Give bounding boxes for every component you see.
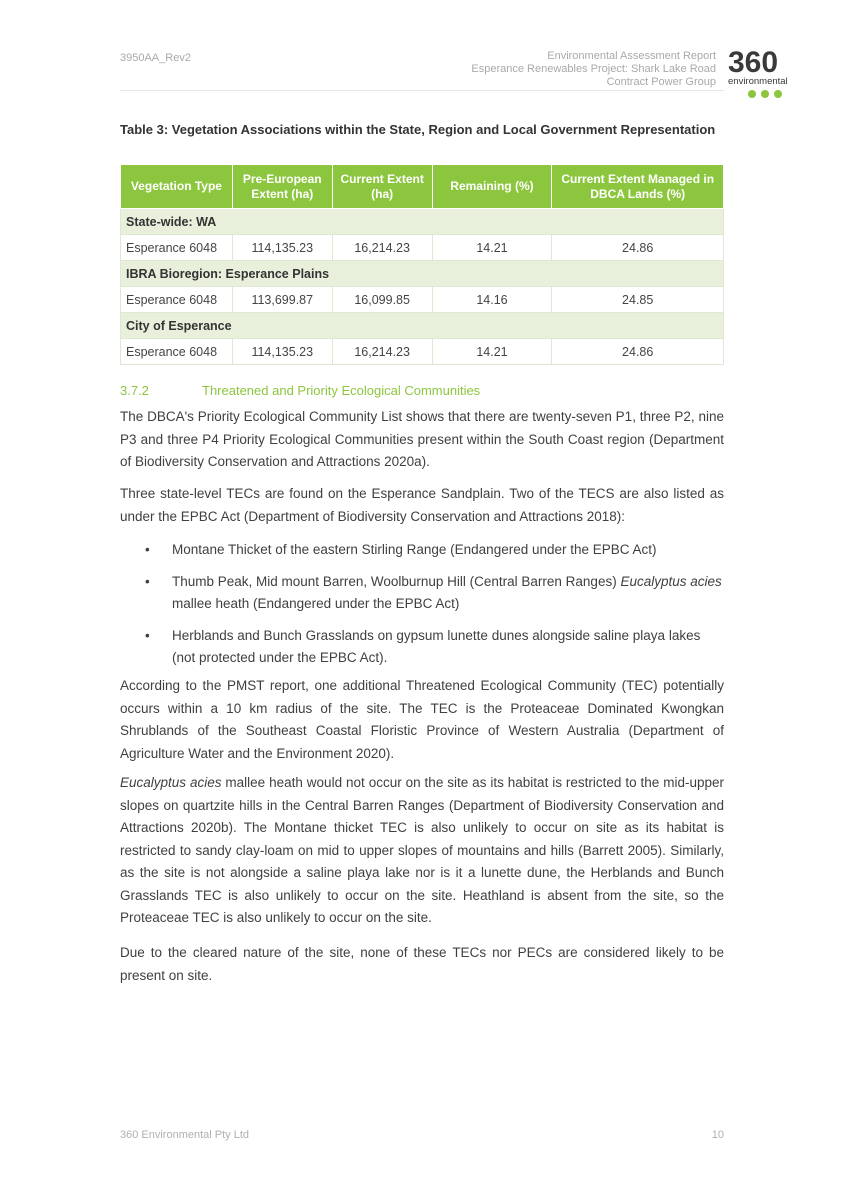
list-item-text: Thumb Peak, Mid mount Barren, Woolburnup Hill (Central Barren Ranges) [172, 573, 621, 589]
footer-company: 360 Environmental Pty Ltd [120, 1129, 250, 1141]
table-cell: 113,699.87 [232, 287, 332, 313]
document-reference: 3950AA_Rev2 [120, 52, 191, 64]
table-cell: 114,135.23 [232, 339, 332, 365]
column-header: Current Extent Managed in DBCA Lands (%) [552, 165, 724, 209]
table-row [121, 339, 724, 365]
header-title-block [471, 50, 716, 89]
table-cell: 14.21 [432, 235, 552, 261]
species-name: Eucalyptus acies [620, 573, 722, 589]
table-cell: 16,214.23 [332, 339, 432, 365]
list-item [120, 571, 724, 616]
group-label: State-wide: WA [121, 209, 724, 235]
list-item [120, 539, 724, 562]
table-cell: 114,135.23 [232, 235, 332, 261]
logo-word: environmental [728, 76, 788, 87]
table-cell: 14.21 [432, 339, 552, 365]
table-cell: 16,099.85 [332, 287, 432, 313]
table-cell: 16,214.23 [332, 235, 432, 261]
table-cell: 24.86 [552, 339, 724, 365]
header-title-line: Contract Power Group [606, 76, 716, 88]
logo-dot [748, 90, 756, 98]
paragraph [120, 772, 724, 930]
column-header: Current Extent (ha) [332, 165, 432, 209]
section-number: 3.7.2 [120, 383, 149, 398]
table-cell: Esperance 6048 [121, 339, 233, 365]
group-label: City of Esperance [121, 313, 724, 339]
tec-bullet-list [120, 539, 724, 679]
paragraph: Three state-level TECs are found on the Esperance Sandplain. Two of the TECS are also listed as under the EPBC Act (Department of Biodiversity Conservation and Attractions 2018): [120, 486, 724, 524]
paragraph-text: mallee heath would not occur on the site as its habitat is restricted to the mid-upper slopes on quartzite hills in the Central Barren Ranges (Department of Biodiversity Conservation and Attractions 2020b). The Montane thicket TEC is also unlikely to occur on site as its habitat is restricted to sandy clay-loam on mid to upper slopes of mountains and hills (Barrett 2005). Similarly, as the site is not alongside a saline playa lake nor is it a lunette dune, the Herblands and Bunch Grasslands TEC is also unlikely to occur on the site. Heathland is absent from the site, so the Proteaceae TEC is also unlikely to occur on the site. [120, 775, 724, 925]
bullet-glyph: • [145, 542, 150, 557]
header-title-line: Esperance Renewables Project: Shark Lake Road [471, 63, 716, 75]
bullet-glyph: • [145, 627, 150, 643]
group-label: IBRA Bioregion: Esperance Plains [121, 261, 724, 287]
table-cell: 24.85 [552, 287, 724, 313]
list-item [120, 625, 724, 670]
list-item-text: Montane Thicket of the eastern Stirling Range (Endangered under the EPBC Act) [172, 542, 657, 557]
table-cell: Esperance 6048 [121, 287, 233, 313]
table-cell: 24.86 [552, 235, 724, 261]
header-divider [120, 90, 724, 91]
table-row [121, 235, 724, 261]
table-group-row [121, 261, 724, 287]
paragraph: Due to the cleared nature of the site, none of these TECs nor PECs are considered likely to be present on site. [120, 945, 724, 983]
paragraph: The DBCA's Priority Ecological Community List shows that there are twenty-seven P1, three P2, nine P3 and three P4 Priority Ecological Communities present within the South Coast region (Department of Biodiversity Conservation and Attractions 2020a). [120, 409, 724, 469]
list-item-text: mallee heath (Endangered under the EPBC Act) [172, 596, 460, 611]
header-title-line: Environmental Assessment Report [547, 50, 716, 62]
column-header: Pre-European Extent (ha) [232, 165, 332, 209]
table-cell: 14.16 [432, 287, 552, 313]
company-logo [728, 46, 808, 96]
logo-dots [748, 85, 787, 103]
table-group-row [121, 313, 724, 339]
logo-number: 360 [728, 46, 779, 79]
column-header: Remaining (%) [432, 165, 552, 209]
list-item-text: Herblands and Bunch Grasslands on gypsum lunette dunes alongside saline playa lakes (not protected under the EPBC Act). [172, 627, 701, 665]
paragraph: According to the PMST report, one additional Threatened Ecological Community (TEC) potentially occurs within a 10 km radius of the site. The TEC is the Proteaceae Dominated Kwongkan Shrublands of the Southeast Coastal Floristic Province of Western Australia (Department of Agriculture Water and the Environment 2020). [120, 678, 724, 761]
logo-dot [761, 90, 769, 98]
species-name: Eucalyptus acies [120, 775, 222, 790]
bullet-glyph: • [145, 573, 150, 589]
table-cell: Esperance 6048 [121, 235, 233, 261]
section-title: Threatened and Priority Ecological Communities [202, 383, 481, 398]
logo-dot [774, 90, 782, 98]
table-header-row [121, 165, 724, 209]
section-heading [120, 383, 480, 398]
page-number: 10 [711, 1129, 724, 1141]
column-header: Vegetation Type [121, 165, 233, 209]
table-caption: Table 3: Vegetation Associations within the State, Region and Local Government Representation [120, 122, 716, 137]
vegetation-table [120, 164, 724, 365]
table-row [121, 287, 724, 313]
table-group-row [121, 209, 724, 235]
